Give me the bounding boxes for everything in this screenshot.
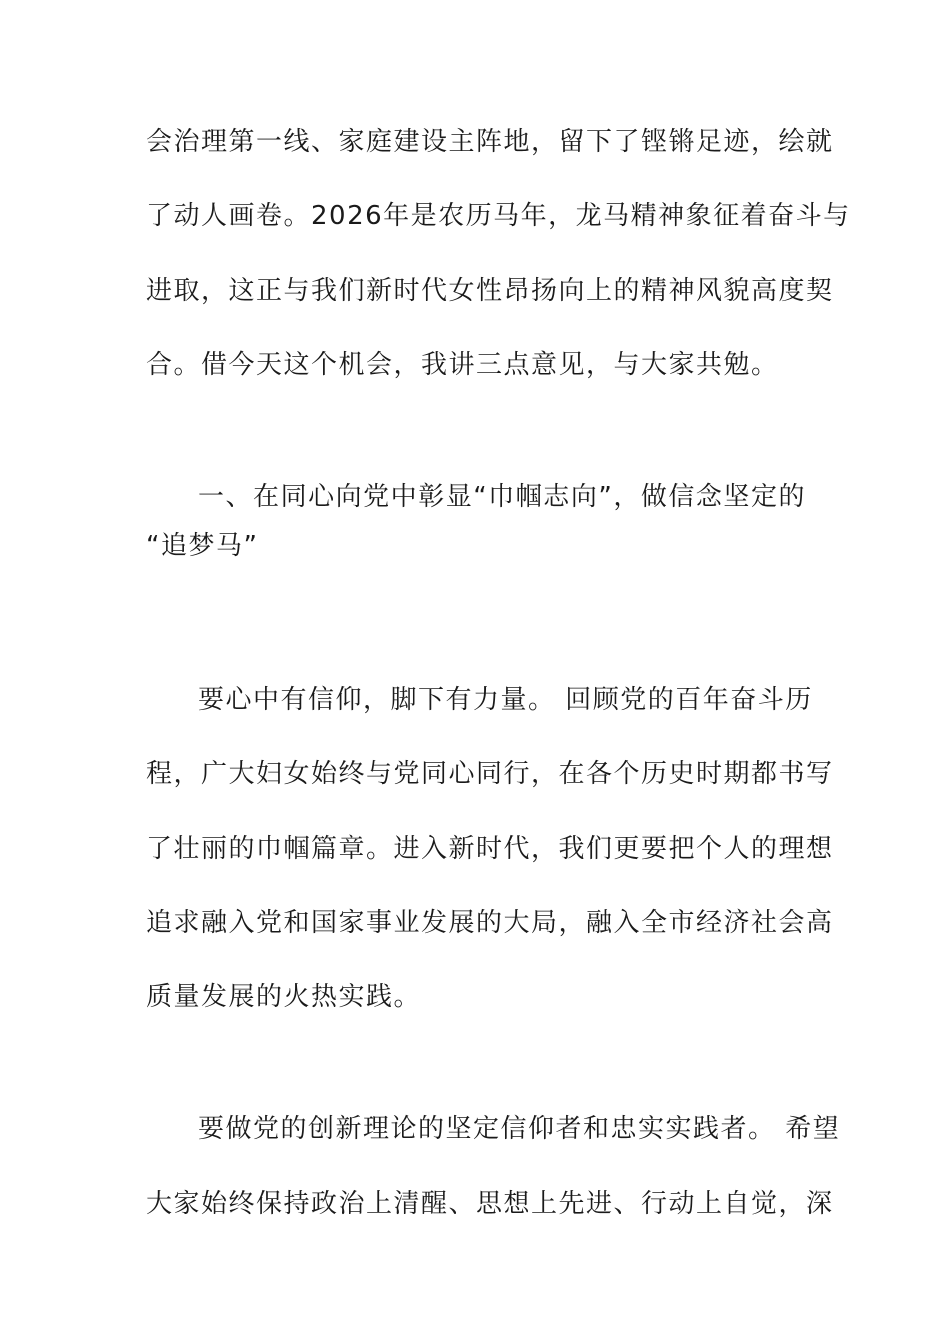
paragraph-line: 进取，这正与我们新时代女性昂扬向上的精神风貌高度契 [146,276,834,306]
paragraph-line: 质量发展的火热实践。 [146,982,422,1012]
section-heading-line: “追梦马” [146,531,259,561]
paragraph-line: 要心中有信仰，脚下有力量。 回顾党的百年奋斗历 [198,685,813,715]
paragraph-line: 了动人画卷。2026年是农历马年，龙马精神象征着奋斗与 [146,201,851,231]
paragraph-line: 了壮丽的巾帼篇章。进入新时代，我们更要把个人的理想 [146,834,834,864]
paragraph-line: 要做党的创新理论的坚定信仰者和忠实实践者。 希望 [198,1114,841,1144]
paragraph-line: 合。借今天这个机会，我讲三点意见，与大家共勉。 [146,350,779,380]
paragraph-line: 会治理第一线、家庭建设主阵地，留下了铿锵足迹，绘就 [146,127,834,157]
paragraph-line: 追求融入党和国家事业发展的大局，融入全市经济社会高 [146,908,834,938]
paragraph-line: 大家始终保持政治上清醒、思想上先进、行动上自觉，深 [146,1189,834,1219]
paragraph-line: 程，广大妇女始终与党同心同行，在各个历史时期都书写 [146,759,834,789]
section-heading-line: 一、在同心向党中彰显“巾帼志向”，做信念坚定的 [198,482,806,512]
